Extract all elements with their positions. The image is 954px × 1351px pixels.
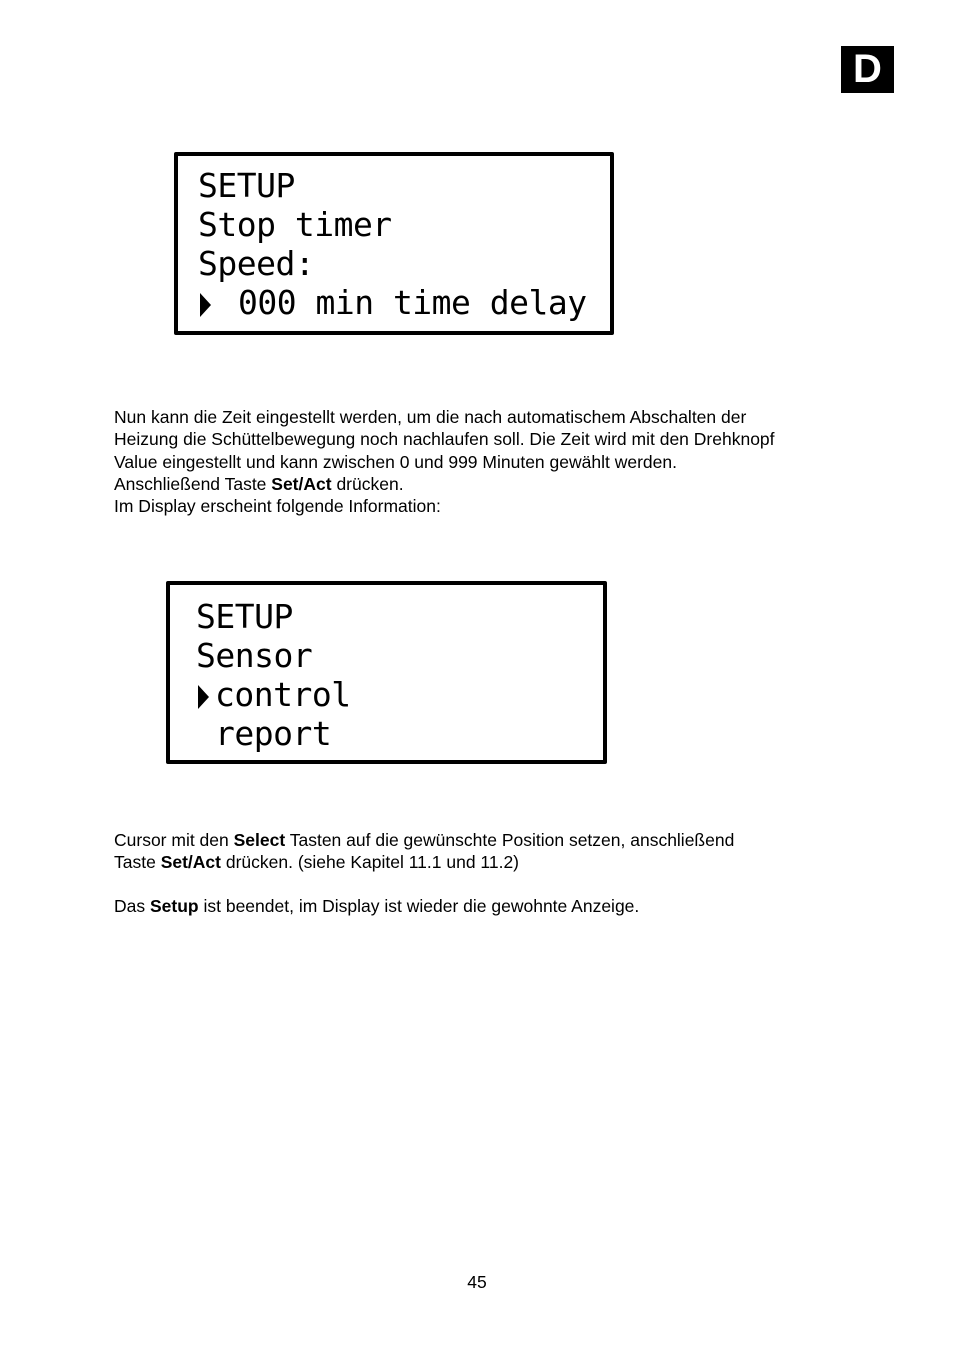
key-name-set-act: Set/Act xyxy=(271,473,332,494)
lcd-line-1: SETUP xyxy=(198,166,295,205)
lcd-line-4 xyxy=(198,283,610,322)
text-span: Anschließend Taste xyxy=(114,473,272,494)
text-line xyxy=(114,473,874,495)
lcd-line-4-text: report xyxy=(215,714,332,753)
text-span: Cursor mit den xyxy=(114,830,234,850)
instruction-paragraph-2 xyxy=(114,829,874,874)
term-setup: Setup xyxy=(149,896,199,916)
text-line xyxy=(114,851,874,873)
text-line: Value eingestellt und kann zwischen 0 und 999 Minuten gewählt werden. xyxy=(114,451,677,472)
lcd-line-3-text: control xyxy=(215,675,351,714)
page-number: 45 xyxy=(467,1272,487,1292)
cursor-arrow-icon xyxy=(198,685,209,709)
lcd-line-2: Sensor xyxy=(196,636,313,675)
text-span: Tasten auf die gewünschte Position setzen, anschließend xyxy=(285,830,735,850)
text-span: Das xyxy=(114,896,150,916)
lcd-line-3 xyxy=(196,675,603,714)
instruction-paragraph-1 xyxy=(114,406,874,517)
lcd-line-4 xyxy=(196,714,603,753)
instruction-paragraph-3 xyxy=(114,895,874,917)
lcd-line-2: Stop timer xyxy=(198,205,392,244)
language-badge: D xyxy=(841,46,894,93)
text-line: Nun kann die Zeit eingestellt werden, um die nach automatischem Abschalten der xyxy=(114,407,747,427)
text-span: drücken. xyxy=(331,473,404,494)
text-span: ist beendet, im Display ist wieder die gewohnte Anzeige. xyxy=(198,896,640,916)
text-line xyxy=(114,895,874,917)
cursor-arrow-icon xyxy=(200,293,211,317)
text-line xyxy=(114,829,874,851)
text-span: drücken. (siehe Kapitel 11.1 und 11.2) xyxy=(221,852,520,873)
lcd-line-4-text: 000 min time delay xyxy=(238,283,587,322)
lcd-line-1: SETUP xyxy=(196,597,293,636)
lcd-display-stop-timer xyxy=(174,152,614,335)
text-span: Taste xyxy=(114,852,161,873)
text-line: Heizung die Schüttelbewegung noch nachlaufen soll. Die Zeit wird mit den Drehknopf xyxy=(114,429,775,450)
lcd-line-3: Speed: xyxy=(198,244,315,283)
key-name-select: Select xyxy=(233,830,286,850)
key-name-set-act: Set/Act xyxy=(160,852,221,873)
lcd-display-sensor xyxy=(166,581,607,764)
text-line: Im Display erscheint folgende Information: xyxy=(114,496,441,517)
